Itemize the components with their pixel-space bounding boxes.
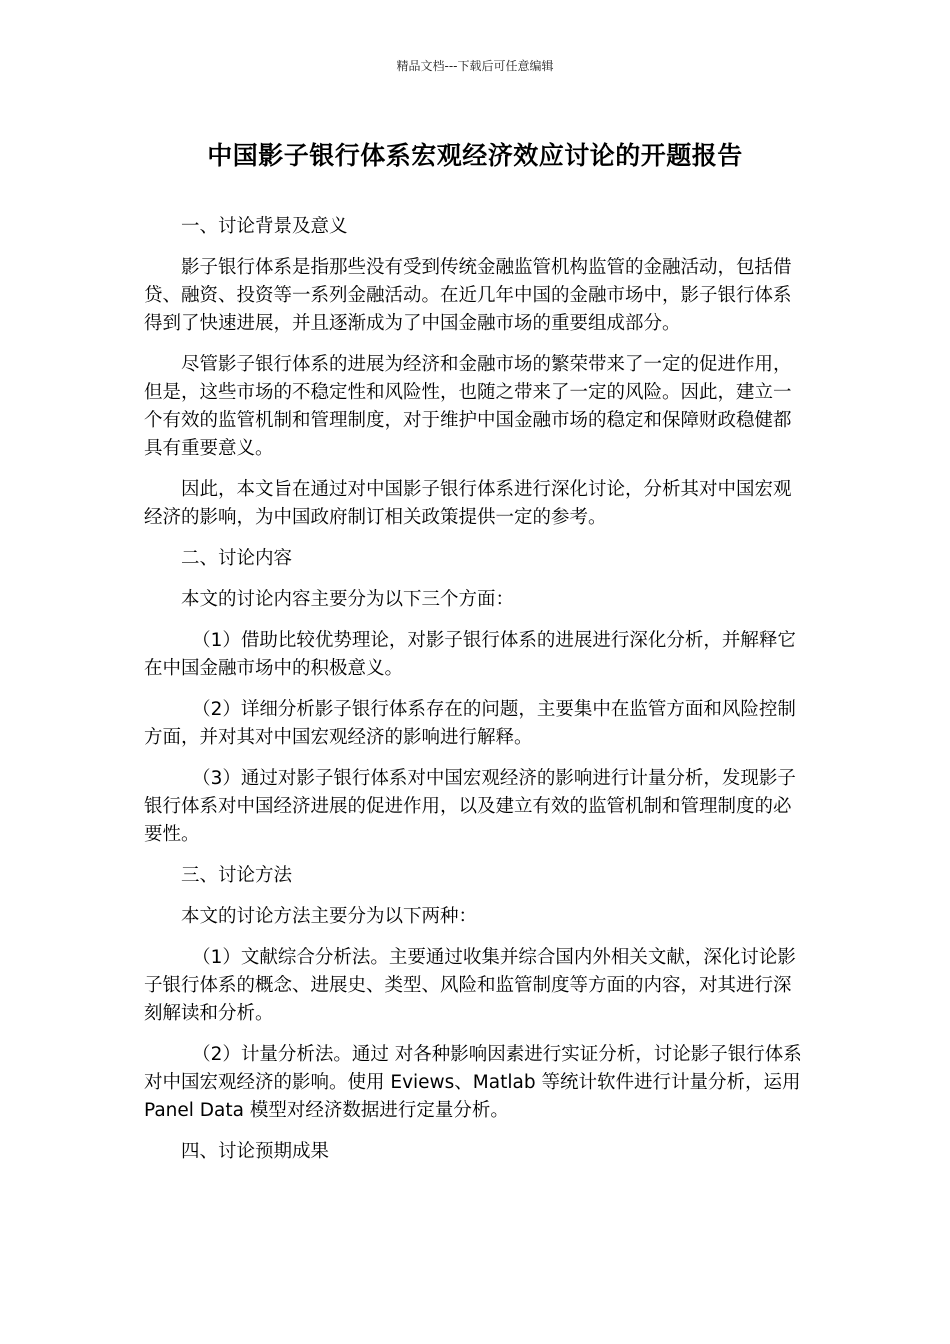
page-header: 精品文档---下载后可任意编辑 xyxy=(396,59,554,73)
list-item-method-2: （2）计量分析法。通过 对各种影响因素进行实证分析，讨论影子银行体系对中国宏观经济的影响。使用 Eviews、Matlab 等统计软件进行计量分析，运用 Panel Data 模型对经济数据进行定量分析。 xyxy=(144,1044,802,1121)
document-title: 中国影子银行体系宏观经济效应讨论的开题报告 xyxy=(207,141,743,170)
list-item-content-1: （1）借助比较优势理论，对影子银行体系的进展进行深化分析，并解释它在中国金融市场中的积极意义。 xyxy=(144,630,796,679)
paragraph-content-intro: 本文的讨论内容主要分为以下三个方面： xyxy=(181,589,515,610)
document-body xyxy=(144,213,808,1179)
list-item-content-2: （2）详细分析影子银行体系存在的问题，主要集中在监管方面和风险控制方面，并对其对中国宏观经济的影响进行解释。 xyxy=(144,699,796,748)
paragraph-significance: 尽管影子银行体系的进展为经济和金融市场的繁荣带来了一定的促进作用，但是，这些市场的不稳定性和风险性，也随之带来了一定的风险。因此，建立一个有效的监管机制和管理制度，对于维护中国金融市场的稳定和保障财政稳健都具有重要意义。 xyxy=(144,354,792,459)
list-item-method-1: （1）文献综合分析法。主要通过收集并综合国内外相关文献，深化讨论影子银行体系的概念、进展史、类型、风险和监管制度等方面的内容，对其进行深刻解读和分析。 xyxy=(144,947,796,1024)
section-heading-outcomes: 四、讨论预期成果 xyxy=(181,1141,330,1162)
paragraph-definition: 影子银行体系是指那些没有受到传统金融监管机构监管的金融活动，包括借贷、融资、投资等一系列金融活动。在近几年中国的金融市场中，影子银行体系得到了快速进展，并且逐渐成为了中国金融市场的重要组成部分。 xyxy=(144,257,792,334)
section-heading-content: 二、讨论内容 xyxy=(181,548,293,569)
paragraph-methods-intro: 本文的讨论方法主要分为以下两种： xyxy=(181,906,478,927)
section-heading-background: 一、讨论背景及意义 xyxy=(181,216,348,237)
section-heading-methods: 三、讨论方法 xyxy=(181,865,293,886)
paragraph-purpose: 因此，本文旨在通过对中国影子银行体系进行深化讨论，分析其对中国宏观经济的影响，为中国政府制订相关政策提供一定的参考。 xyxy=(144,479,792,528)
list-item-content-3: （3）通过对影子银行体系对中国宏观经济的影响进行计量分析，发现影子银行体系对中国经济进展的促进作用，以及建立有效的监管机制和管理制度的必要性。 xyxy=(144,768,796,845)
